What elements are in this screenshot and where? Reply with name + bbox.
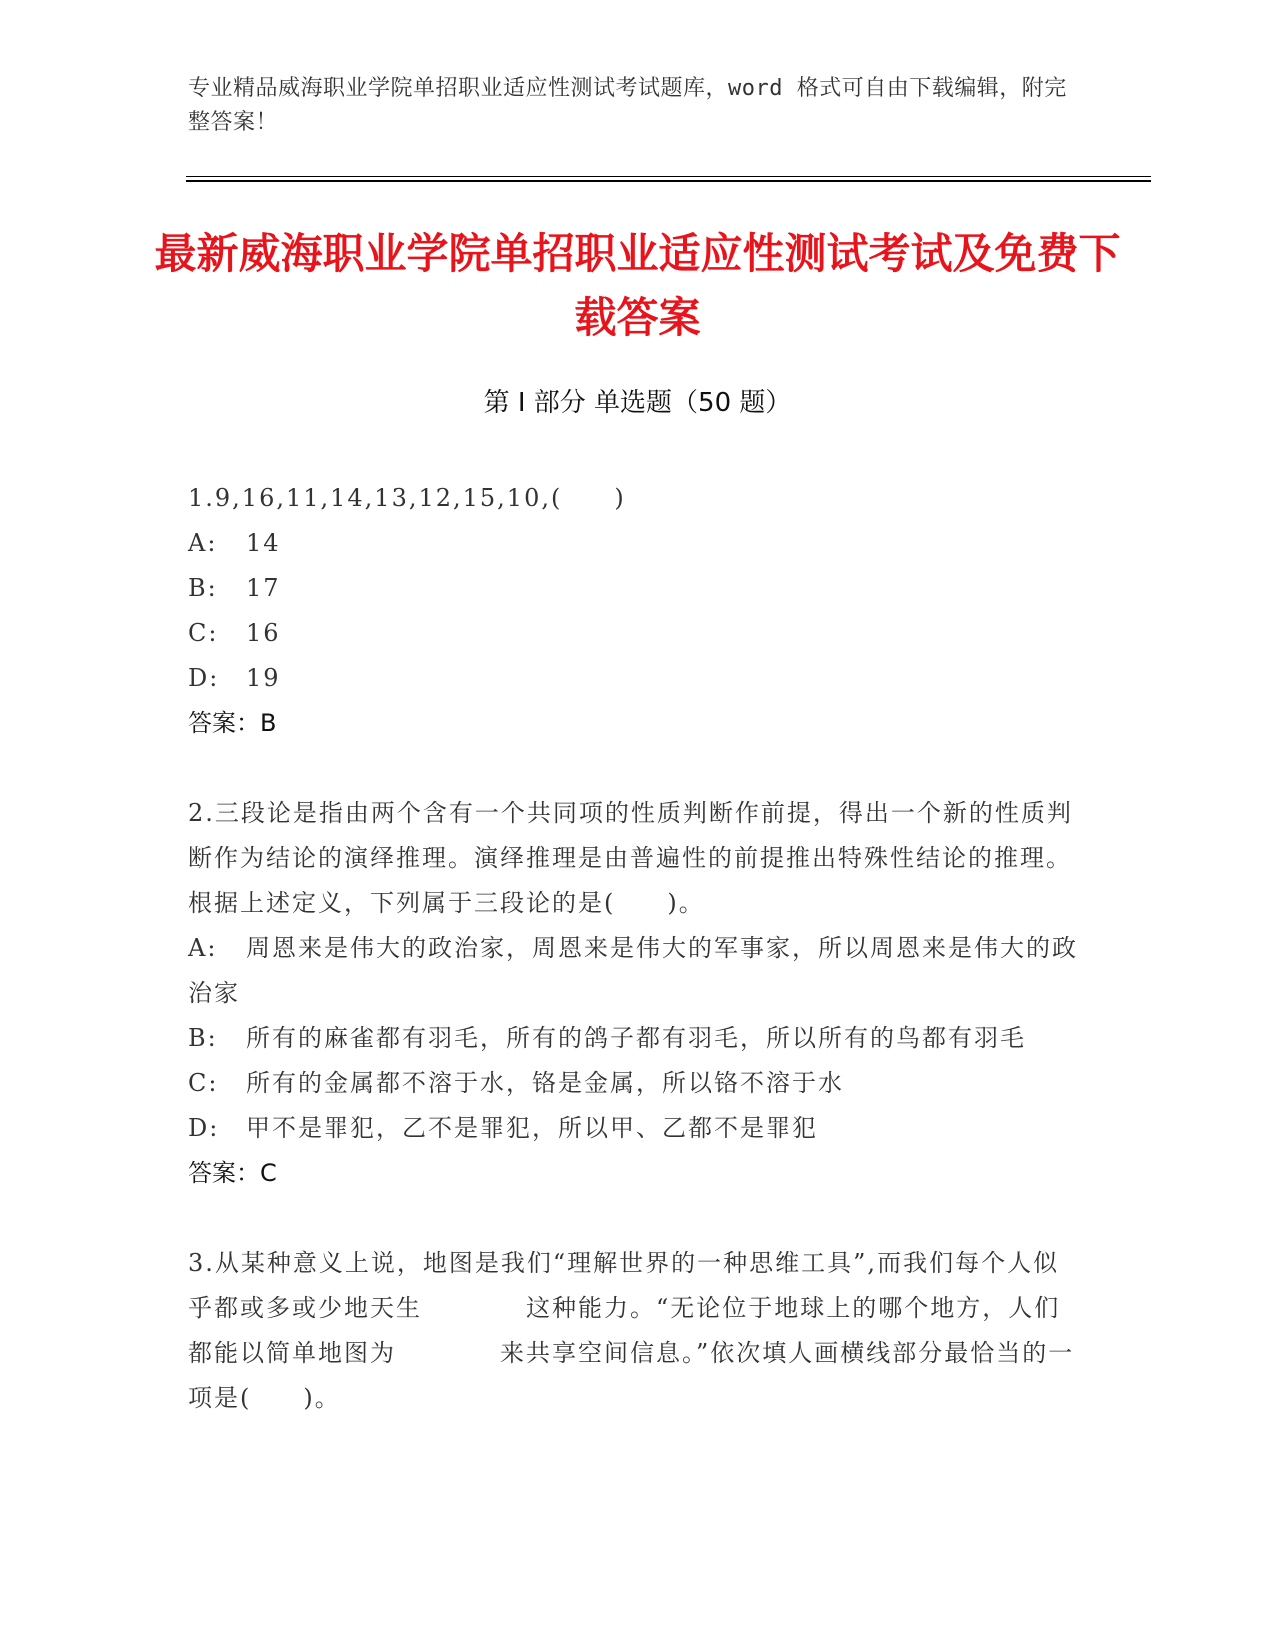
option-b bbox=[188, 566, 1078, 611]
question-stem: 1.9,16,11,14,13,12,15,10,( ) bbox=[188, 484, 626, 512]
option-text: 周恩来是伟大的政治家，周恩来是伟大的军事家，所以周恩来是伟大的政治家 bbox=[188, 934, 1078, 1007]
option-c bbox=[188, 1061, 1078, 1106]
answer-line: 答案：B bbox=[188, 709, 277, 737]
option-c bbox=[188, 611, 1078, 656]
option-text: 14 bbox=[246, 529, 281, 557]
spacer bbox=[188, 746, 1078, 791]
option-letter: C: bbox=[188, 619, 219, 647]
option-letter: A: bbox=[188, 934, 218, 962]
option-letter: D: bbox=[188, 664, 220, 692]
spacer bbox=[188, 1196, 1078, 1241]
option-d bbox=[188, 656, 1078, 701]
question-3 bbox=[188, 1241, 1078, 1421]
answer-line: 答案：C bbox=[188, 1159, 277, 1187]
option-text: 19 bbox=[246, 664, 281, 692]
option-letter: A: bbox=[188, 529, 218, 557]
question-2 bbox=[188, 791, 1078, 1196]
document-title: 最新威海职业学院单招职业适应性测试考试及免费下载答案 bbox=[154, 229, 1121, 342]
option-text: 所有的麻雀都有羽毛，所有的鸽子都有羽毛，所以所有的鸟都有羽毛 bbox=[246, 1024, 1026, 1052]
header-divider-thick bbox=[186, 180, 1151, 182]
header-divider-thin bbox=[186, 176, 1151, 177]
option-d bbox=[188, 1106, 1078, 1151]
option-letter: D: bbox=[188, 1114, 220, 1142]
option-b bbox=[188, 1016, 1078, 1061]
header-note: 专业精品威海职业学院单招职业适应性测试考试题库，word 格式可自由下载编辑，附完整答案！ bbox=[188, 76, 1067, 135]
option-text: 所有的金属都不溶于水，铬是金属，所以铬不溶于水 bbox=[246, 1069, 844, 1097]
option-text: 甲不是罪犯，乙不是罪犯，所以甲、乙都不是罪犯 bbox=[246, 1114, 818, 1142]
question-list bbox=[188, 476, 1078, 1421]
option-a bbox=[188, 926, 1078, 1016]
question-stem: 2.三段论是指由两个含有一个共同项的性质判断作前提，得出一个新的性质判断作为结论的演绎推理。演绎推理是由普遍性的前提推出特殊性结论的推理。根据上述定义，下列属于三段论的是( )。 bbox=[188, 799, 1073, 917]
option-text: 17 bbox=[246, 574, 281, 602]
option-a bbox=[188, 521, 1078, 566]
question-1 bbox=[188, 476, 1078, 746]
option-letter: C: bbox=[188, 1069, 219, 1097]
question-stem: 3.从某种意义上说，地图是我们“理解世界的一种思维工具”,而我们每个人似乎都或多或少地天生 这种能力。“无论位于地球上的哪个地方，人们都能以简单地图为 来共享空间信息。”依次填人画横线部分最恰当的一项是( )。 bbox=[188, 1249, 1075, 1412]
option-text: 16 bbox=[246, 619, 281, 647]
section-heading: 第 I 部分 单选题（50 题） bbox=[483, 388, 792, 418]
option-letter: B: bbox=[188, 1024, 218, 1052]
option-letter: B: bbox=[188, 574, 218, 602]
